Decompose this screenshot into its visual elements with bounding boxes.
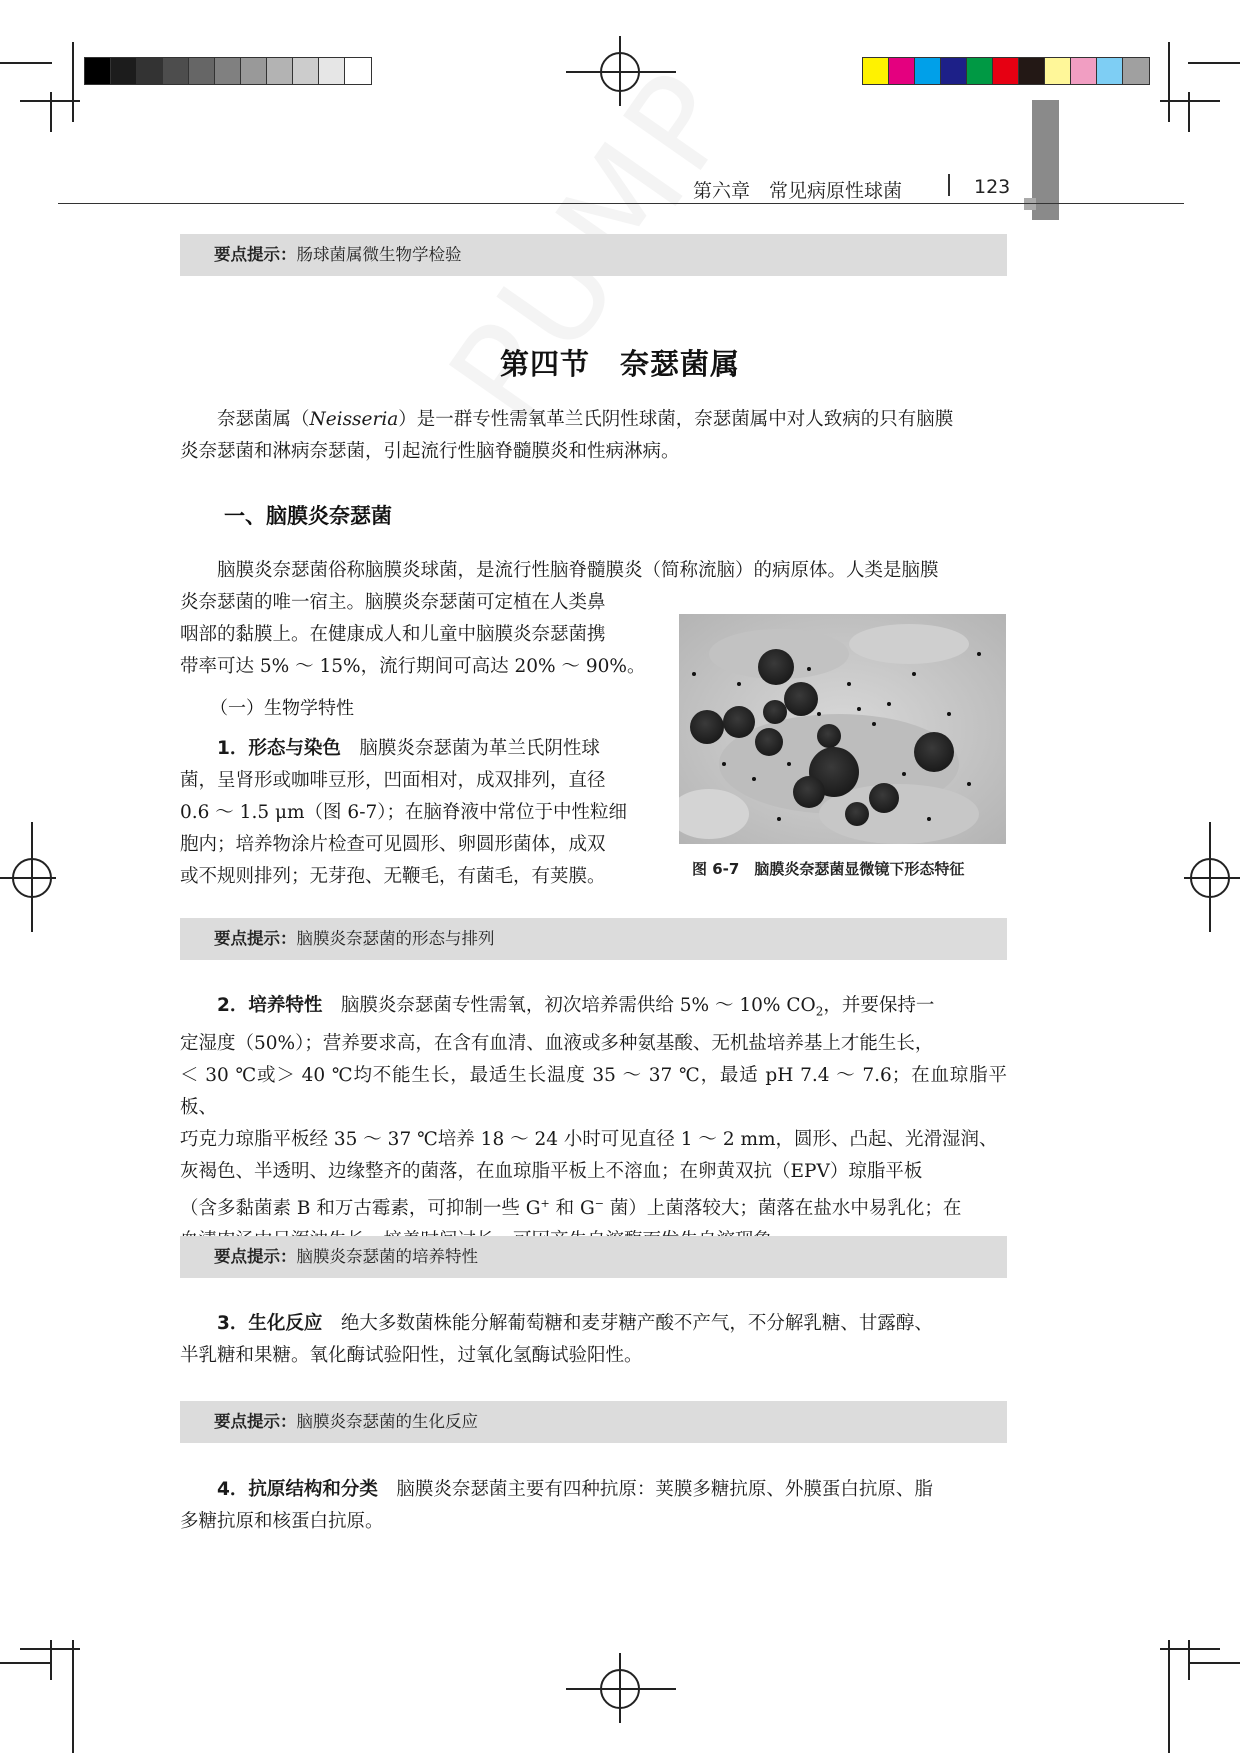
grayscale-calibration-bar <box>84 57 372 85</box>
header-divider <box>948 174 950 196</box>
color-swatch <box>889 58 915 84</box>
keypoint-text: 脑膜炎奈瑟菌的形态与排列 <box>296 929 495 948</box>
latin-genus-name: Neisseria <box>309 409 399 430</box>
color-swatch <box>1071 58 1097 84</box>
running-header <box>693 176 902 203</box>
keypoint-box <box>180 918 1007 960</box>
micrograph-image <box>679 614 1006 844</box>
keypoint-box <box>180 1236 1007 1278</box>
keypoint-label: 要点提示： <box>214 1247 297 1266</box>
gray-swatch <box>319 58 345 84</box>
figure-caption: 图 6-7 脑膜炎奈瑟菌显微镜下形态特征 <box>692 860 965 878</box>
color-calibration-bar <box>862 57 1150 85</box>
gray-swatch <box>293 58 319 84</box>
color-swatch <box>967 58 993 84</box>
gray-swatch <box>189 58 215 84</box>
color-swatch <box>1123 58 1149 84</box>
gray-swatch <box>215 58 241 84</box>
culture-paragraph: 2．培养特性 脑膜炎奈瑟菌专性需氧，初次培养需供给 5% ～ 10% $CO_2$，并要保持一 定湿度（50%）；营养要求高，在含有血清、血液或多种氨基酸、无机盐培养基上才能生长， ＜ 30 ℃或＞ 40 ℃均不能生长，最适生长温度 35 ～ 37 ℃，最适 pH 7.4 ～ 7.6；在血琼脂平板、 巧克力琼脂平板经 35 ～ 37 ℃培养 18 ～ 24 小时可见直径 1 ～ 2 mm，圆形、凸起、光滑湿润、 灰褐色、半透明、边缘整齐的菌落，在血琼脂平板上不溶血；在卵黄双抗（EPV）琼脂平板 （含多黏菌素 B 和万古霉素，可抑制一些 G+ 和 G− 菌）上菌落较大；菌落在盐水中易乳化；在 <box>180 995 1007 1219</box>
gray-swatch <box>267 58 293 84</box>
antigen-paragraph: 4．抗原结构和分类 脑膜炎奈瑟菌主要有四种抗原：荚膜多糖抗原、外膜蛋白抗原、脂 多糖抗原和核蛋白抗原。 <box>180 1479 933 1532</box>
gray-swatch <box>163 58 189 84</box>
color-swatch <box>863 58 889 84</box>
gray-swatch <box>137 58 163 84</box>
morphology-label: 1．形态与染色 <box>217 738 341 759</box>
keypoint-label: 要点提示： <box>214 1412 297 1431</box>
meningococcus-paragraph-wrap: 炎奈瑟菌的唯一宿主。脑膜炎奈瑟菌可定植在人类鼻 咽部的黏膜上。在健康成人和儿童中脑膜炎奈瑟菌携 带率可达 5% ～ 15%，流行期间可高达 20% ～ 90%。 <box>180 592 646 677</box>
page-number: 123 <box>974 176 1011 198</box>
micrograph-figure <box>679 614 1006 844</box>
chapter-edge-tab <box>1032 100 1059 220</box>
antigen-label: 4．抗原结构和分类 <box>217 1479 378 1500</box>
gray-swatch <box>85 58 111 84</box>
keypoint-label: 要点提示： <box>214 929 297 948</box>
color-swatch <box>993 58 1019 84</box>
gray-swatch <box>345 58 371 84</box>
color-swatch <box>941 58 967 84</box>
keypoint-text: 脑膜炎奈瑟菌的培养特性 <box>296 1247 478 1266</box>
morphology-paragraph: 1．形态与染色 脑膜炎奈瑟菌为革兰氏阴性球 菌，呈肾形或咖啡豆形，凹面相对，成双排列，直径 0.6 ～ 1.5 μm（图 6-7）；在脑脊液中常位于中性粒细 胞内；培养物涂片检查可见圆形、卵圆形菌体，成双 或不规则排列；无芽孢、无鞭毛，有菌毛，有荚膜。 <box>180 738 627 887</box>
keypoint-box <box>180 1401 1007 1443</box>
keypoint-box <box>180 234 1007 276</box>
subsection-heading: 一、脑膜炎奈瑟菌 <box>224 503 392 528</box>
gray-swatch <box>111 58 137 84</box>
section-title: 第四节 奈瑟菌属 <box>499 347 740 381</box>
color-swatch <box>915 58 941 84</box>
chapter-title: 第六章 常见病原性球菌 <box>693 180 903 202</box>
gray-swatch <box>241 58 267 84</box>
header-rule <box>58 203 1184 204</box>
keypoint-text: 肠球菌属微生物学检验 <box>296 245 462 264</box>
tab-marker <box>1024 198 1036 210</box>
keypoint-text: 脑膜炎奈瑟菌的生化反应 <box>296 1412 478 1431</box>
color-swatch <box>1097 58 1123 84</box>
culture-label: 2．培养特性 <box>217 995 323 1016</box>
intro-paragraph: 奈瑟菌属（Neisseria）是一群专性需氧革兰氏阴性球菌，奈瑟菌属中对人致病的只有脑膜 炎奈瑟菌和淋病奈瑟菌，引起流行性脑脊髓膜炎和性病淋病。 <box>180 409 954 462</box>
meningococcus-paragraph: 脑膜炎奈瑟菌俗称脑膜炎球菌，是流行性脑脊髓膜炎（简称流脑）的病原体。人类是脑膜 <box>217 560 939 581</box>
biochem-paragraph: 3．生化反应 绝大多数菌株能分解葡萄糖和麦芽糖产酸不产气，不分解乳糖、甘露醇、 半乳糖和果糖。氧化酶试验阳性，过氧化氢酶试验阳性。 <box>180 1313 933 1366</box>
color-swatch <box>1045 58 1071 84</box>
bio-heading: （一）生物学特性 <box>210 698 354 719</box>
biochem-label: 3．生化反应 <box>217 1313 323 1334</box>
color-swatch <box>1019 58 1045 84</box>
keypoint-label: 要点提示： <box>214 245 297 264</box>
